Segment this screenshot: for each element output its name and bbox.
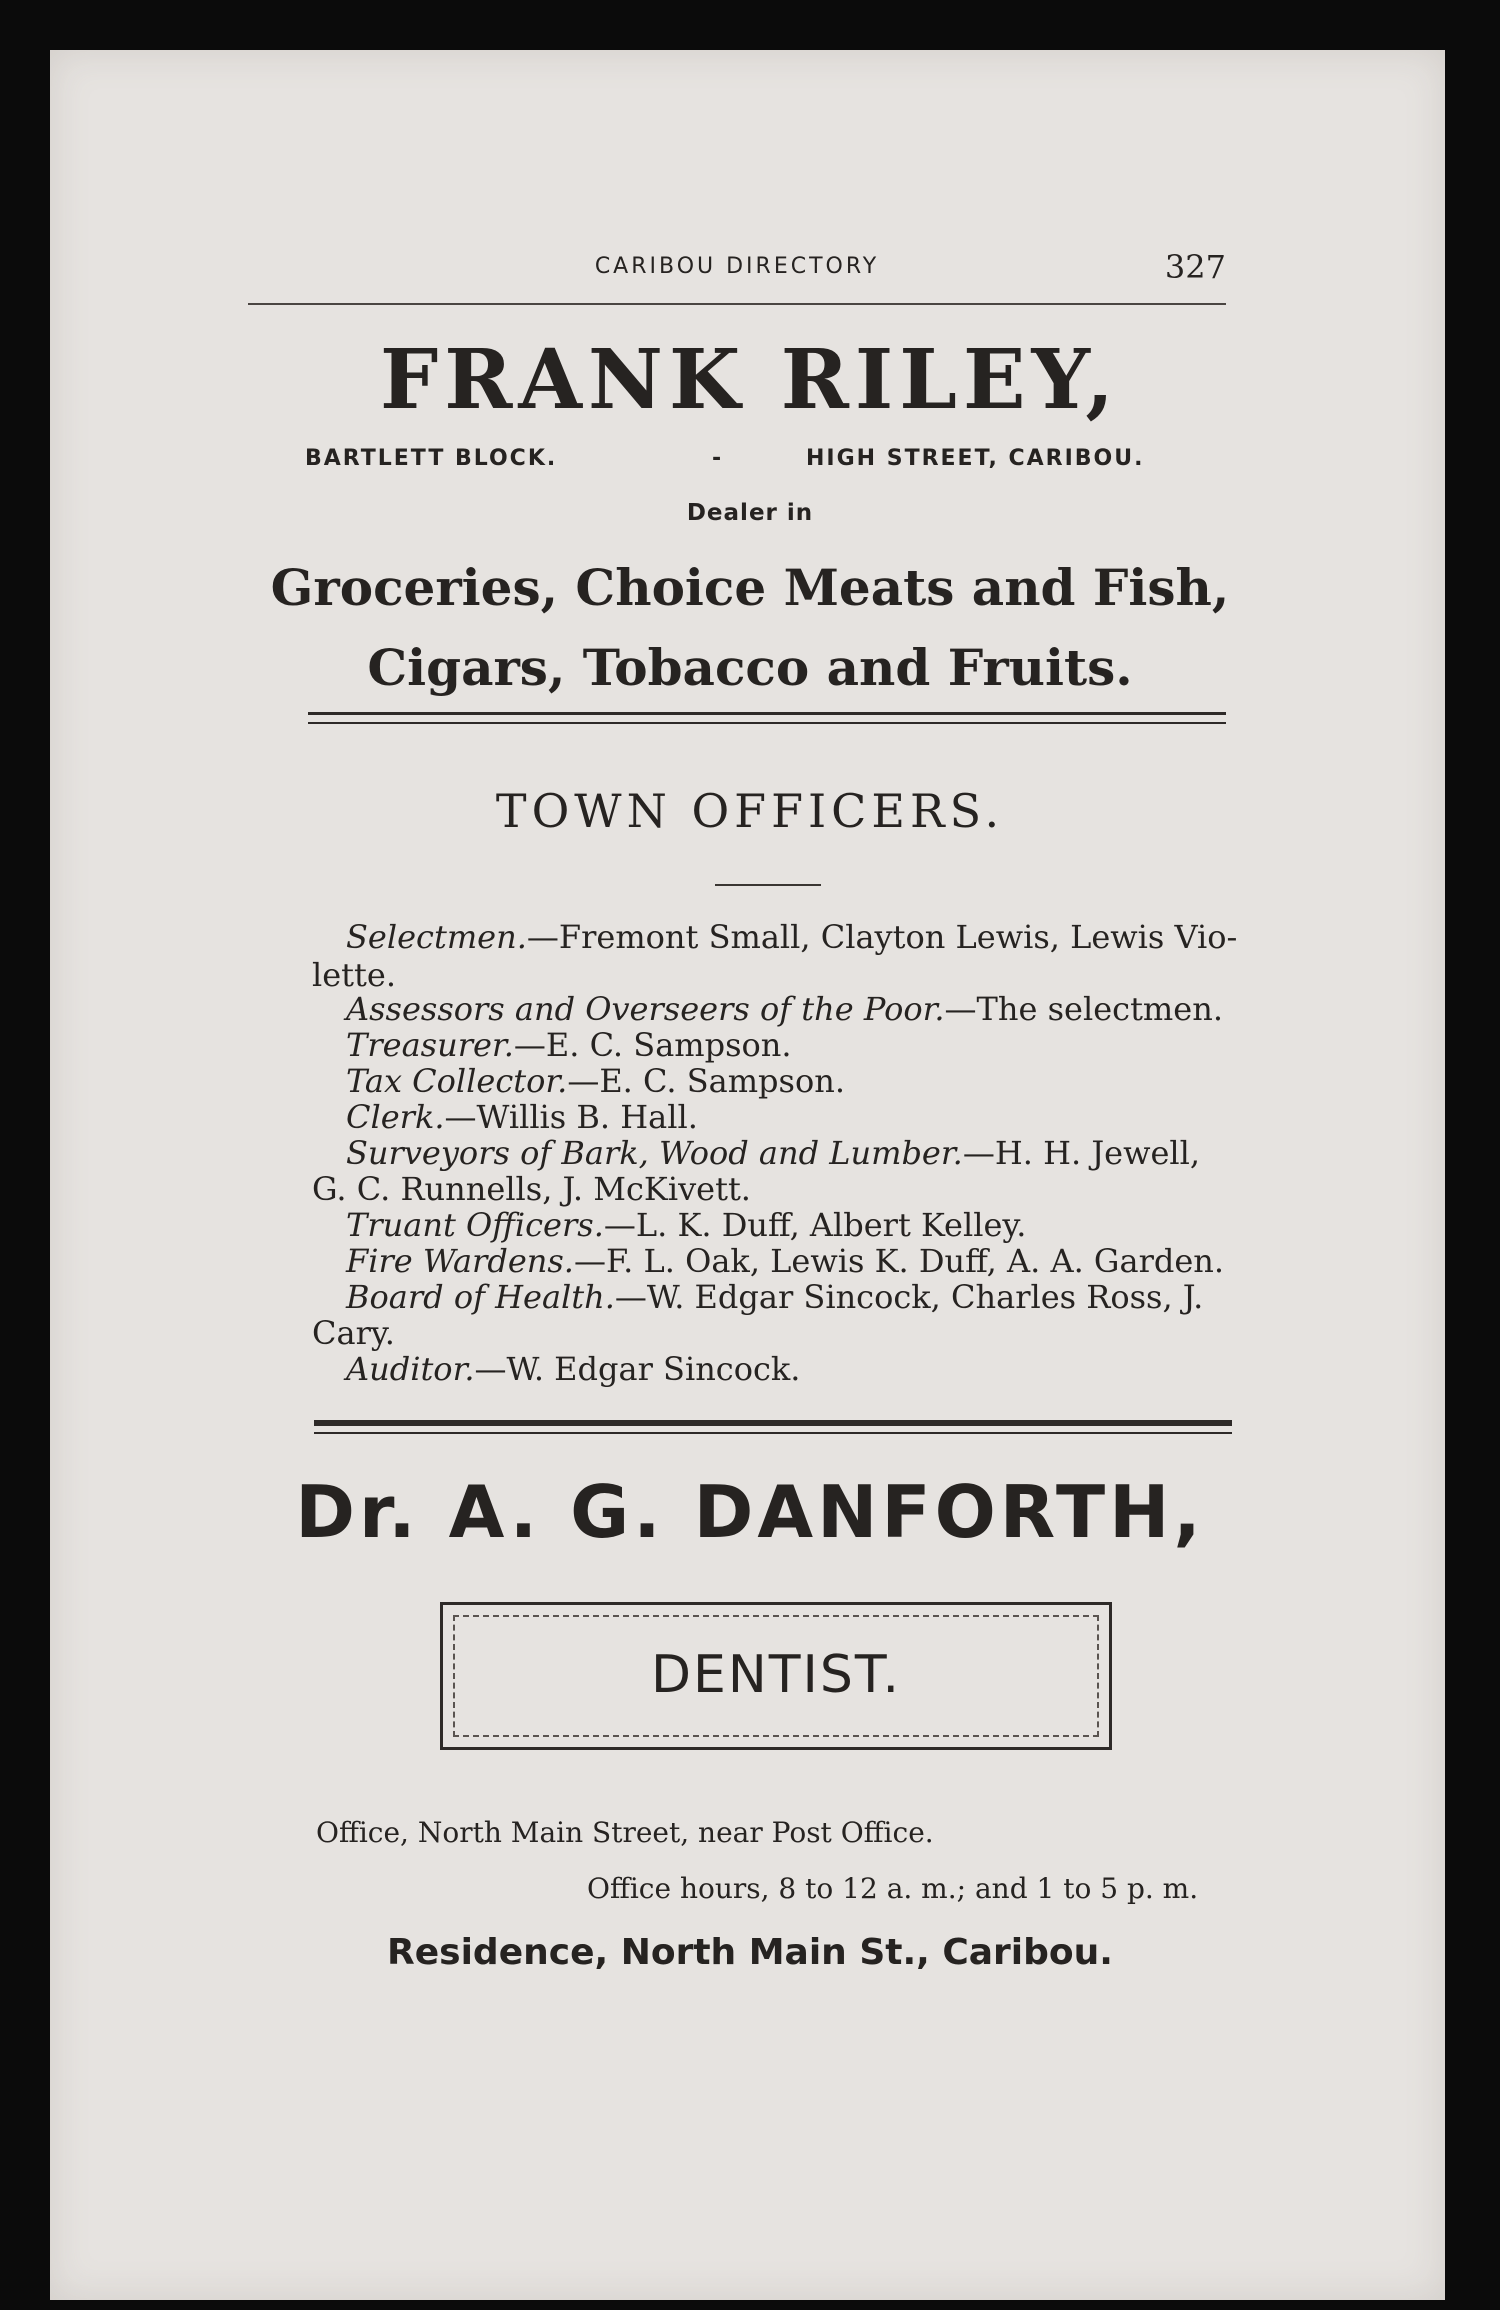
address-dash: -: [712, 446, 724, 471]
entry-tax-collector: [346, 1062, 845, 1100]
entry-assessors: [346, 990, 1223, 1028]
address-right: HIGH STREET, CARIBOU.: [806, 446, 1145, 471]
dentist-frame: [440, 1602, 1112, 1750]
entry-role: Fire Wardens.: [346, 1242, 574, 1280]
entry-role: Auditor.: [346, 1350, 475, 1388]
dealer-in: Dealer in: [686, 500, 814, 526]
entry-role: Treasurer.: [346, 1026, 514, 1064]
page-number: 327: [1164, 248, 1226, 286]
goods-line-1: Groceries, Choice Meats and Fish,: [270, 558, 1230, 617]
entry-text: —W. Edgar Sincock, Charles Ross, J.: [614, 1278, 1204, 1316]
entry-text: —H. H. Jewell,: [962, 1134, 1201, 1172]
running-header: [248, 248, 1226, 304]
entry-role: Board of Health.: [346, 1278, 615, 1316]
danforth-name: Dr. A. G. DANFORTH,: [295, 1470, 1205, 1554]
dentist-label: DENTIST.: [650, 1645, 902, 1705]
entry-clerk: [346, 1098, 698, 1136]
entry-continuation: lette.: [312, 956, 396, 994]
office-hours: Office hours, 8 to 12 a. m.; and 1 to 5 p. m.: [587, 1872, 1199, 1905]
entry-text: —Fremont Small, Clayton Lewis, Lewis Vio-: [526, 918, 1238, 956]
frank-riley-name: FRANK RILEY,: [380, 332, 1120, 428]
entry-role: Truant Officers.: [346, 1206, 604, 1244]
entry-text: —F. L. Oak, Lewis K. Duff, A. A. Garden.: [573, 1242, 1225, 1280]
entry-role: Tax Collector.: [346, 1062, 568, 1100]
goods-line-2: Cigars, Tobacco and Fruits.: [367, 638, 1133, 697]
entry-role: Clerk.: [346, 1098, 445, 1136]
entry-text: —Willis B. Hall.: [444, 1098, 698, 1136]
section-divider: [308, 712, 1226, 724]
entry-continuation: Cary.: [312, 1314, 395, 1352]
entry-auditor: [346, 1350, 800, 1388]
office-address: Office, North Main Street, near Post Office.: [316, 1816, 934, 1849]
town-officers-title: TOWN OFFICERS.: [495, 784, 1005, 838]
entry-surveyors: [346, 1134, 1200, 1172]
entry-selectmen: [346, 918, 1237, 956]
entry-text: —W. Edgar Sincock.: [474, 1350, 801, 1388]
entry-role: Surveyors of Bark, Wood and Lumber.: [346, 1134, 963, 1172]
entry-role: Assessors and Overseers of the Poor.: [346, 990, 945, 1028]
section-divider: [314, 1420, 1232, 1434]
entry-text: —L. K. Duff, Albert Kelley.: [603, 1206, 1027, 1244]
entry-treasurer: [346, 1026, 792, 1064]
entry-board-of-health: [346, 1278, 1203, 1316]
residence-address: Residence, North Main St., Caribou.: [387, 1932, 1113, 1973]
entry-continuation: G. C. Runnells, J. McKivett.: [312, 1170, 751, 1208]
entry-role: Selectmen.: [346, 918, 527, 956]
entry-truant-officers: [346, 1206, 1026, 1244]
entry-fire-wardens: [346, 1242, 1224, 1280]
entry-text: —E. C. Sampson.: [513, 1026, 792, 1064]
running-title: CARIBOU DIRECTORY: [594, 254, 880, 279]
address-left: BARTLETT BLOCK.: [305, 446, 558, 471]
header-rule: [248, 303, 1226, 305]
entry-text: —The selectmen.: [944, 990, 1223, 1028]
entry-text: —E. C. Sampson.: [567, 1062, 845, 1100]
title-underline: [715, 884, 821, 886]
